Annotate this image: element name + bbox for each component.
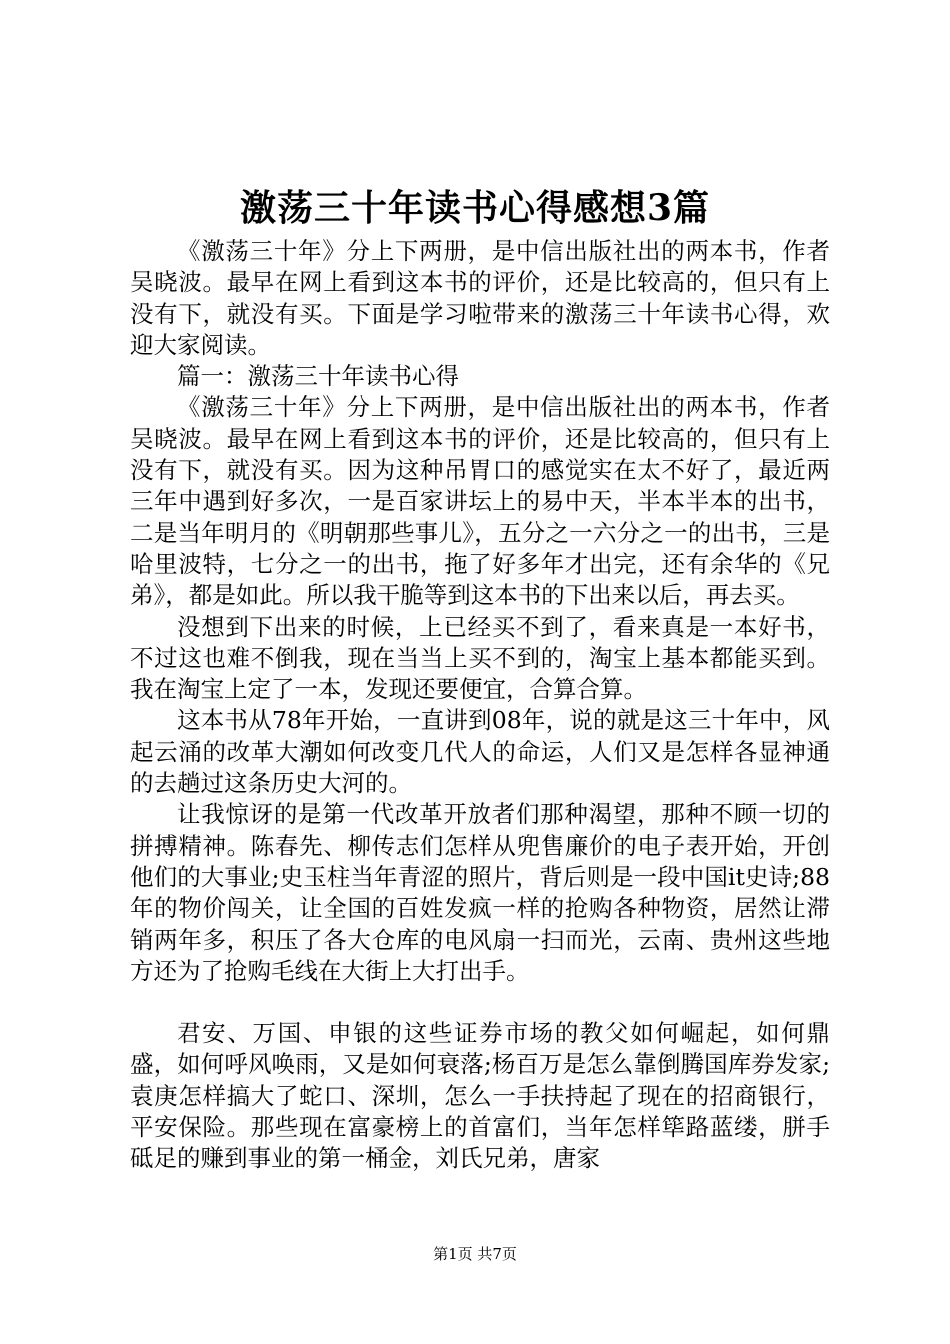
intro-paragraph: 《激荡三十年》分上下两册，是中信出版社出的两本书，作者吴晓波。最早在网上看到这本书的评价，还是比较高的，但只有上没有下，就没有买。下面是学习啦带来的激荡三十年读书心得，欢迎大家阅读。 [130,237,830,359]
body-paragraph: 君安、万国、申银的这些证券市场的教父如何崛起，如何鼎盛，如何呼风唤雨，又是如何衰落;杨百万是怎么靠倒腾国库券发家;袁庚怎样搞大了蛇口、深圳，怎么一手扶持起了现在的招商银行，平安保险。那些现在富豪榜上的首富们，当年怎样筚路蓝缕，胼手砥足的赚到事业的第一桶金，刘氏兄弟，唐家 [130,1019,830,1173]
document-title: 激荡三十年读书心得感想3篇 [239,187,711,229]
body-paragraph: 没想到下出来的时候，上已经买不到了，看来真是一本好书，不过这也难不倒我，现在当当上买不到的，淘宝上基本都能买到。我在淘宝上定了一本，发现还要便宜，合算合算。 [130,612,830,704]
body-paragraph: 让我惊讶的是第一代改革开放者们那种渴望，那种不顾一切的拼搏精神。陈春先、柳传志们怎样从兜售廉价的电子表开始，开创他们的大事业;史玉柱当年青涩的照片，背后则是一段中国it史诗;88年的物价闯关，让全国的百姓发疯一样的抢购各种物资，居然让滞销两年多，积压了各大仓库的电风扇一扫而光，云南、贵州这些地方还为了抢购毛线在大街上大打出手。 [130,800,830,985]
document-body [130,236,830,1175]
body-paragraph: 《激荡三十年》分上下两册，是中信出版社出的两本书，作者吴晓波。最早在网上看到这本书的评价，还是比较高的，但只有上没有下，就没有买。因为这种吊胃口的感觉实在太不好了，最近两三年中遇到好多次，一是百家讲坛上的易中天，半本半本的出书，二是当年明月的《明朝那些事儿》，五分之一六分之一的出书，三是哈里波特，七分之一的出书，拖了好多年才出完，还有余华的《兄弟》，都是如此。所以我干脆等到这本书的下出来以后，再去买。 [130,393,830,610]
section-heading: 篇一：激荡三十年读书心得 [177,362,459,391]
body-paragraph: 这本书从78年开始，一直讲到08年，说的就是这三十年中，风起云涌的改革大潮如何改变几代人的命运，人们又是怎样各显神通的去趟过这条历史大河的。 [130,706,830,798]
page-number-footer: 第1页 共7页 [433,1245,517,1263]
